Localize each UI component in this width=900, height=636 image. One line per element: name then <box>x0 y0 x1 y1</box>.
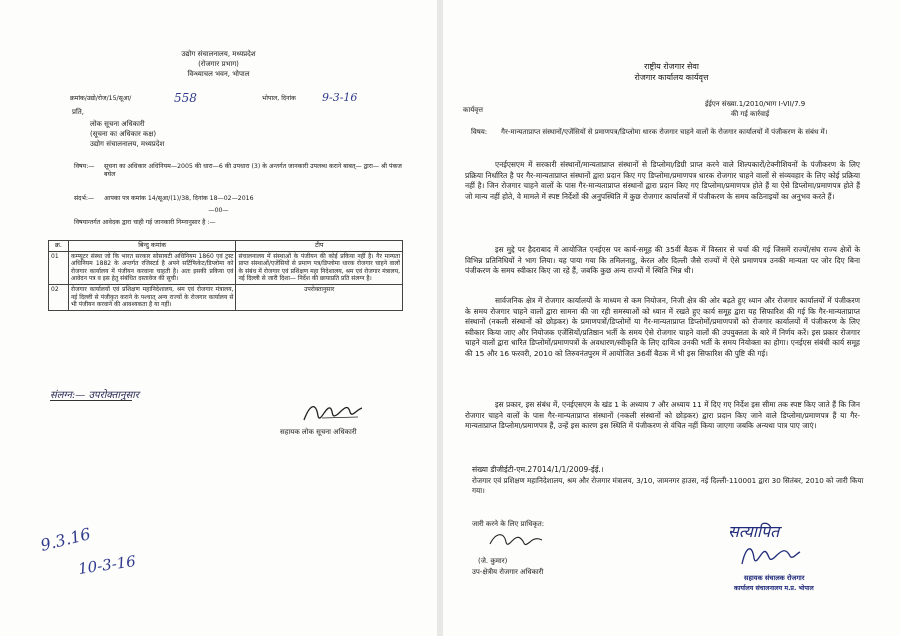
right-subject-label: विषय: <box>471 128 488 136</box>
minutes-paragraph-3: सार्वजनिक क्षेत्र में रोजगार कार्यालयों के माध्यम से कम नियोजन, निजी क्षेत्र की ओर बढ़ते हुए ध्यान और रोजगार कार्यालयों में पंजीकरण के समय रोजगार चाहने वालों द्वारा सामना की जा रही समस्याओं को ध्यान में रखते हुए कार्य समूह द्वारा यह सिफारिश की गई कि गैर-मान्यताप्राप्त संस्थानों (नकली संस्थानों को छोड़कर) के प्रमाणपत्रों/डिप्लोमों या गैर-मान्यताप्राप्त डिप्लोमों/प्रमाणपत्रों को रोजगार कार्यालयों में पंजीकरण के लिए स्वीकार किया जाए और नियोजक एजेंसियों/प्रतिष्ठान भर्ती के समय ऐसे रोजगार चाहने वालों की उपयुक्तता के बारे में निर्णय करें। इस प्रकार रोजगार चाहने वालों द्वारा धारित डिप्लोमों/प्रमाणपत्रों के अवधारण/स्वीकृति के लिए दायित्व उनकी भर्ती के समय नियोक्ता का होगा। एनईएस संबंधी कार्य समूह की 15 और 16 फरवरी, 2010 को तिरुवनंतपुरम में आयोजित 36वीं बैठक में भी इस सिफारिश की पुष्टि की गई। <box>465 296 860 358</box>
addressee-line1: लोक सूचना अधिकारी <box>90 120 145 128</box>
table-row <box>49 251 403 284</box>
left-header-line1: उद्योग संचालनालय, मध्यप्रदेश <box>181 50 256 58</box>
verified-handwritten: सत्यापित <box>728 522 780 541</box>
minutes-paragraph-4: इस प्रकार, इस संबंध में, एनईएसएम के खंड 1 के अध्याय 7 और अध्याय 11 में दिए गए निर्देश इस सीमा तक स्पष्ट किए जाते हैं कि जिन रोजगार चाहने वालों के पास गैर-मान्यताप्राप्त संस्थानों (नकली संस्थानों को छोड़कर) द्वारा प्रदान किए जाने वाले डिप्लोमा/प्रमाणपत्र हैं या गैर-मान्यताप्राप्त डिप्लोमा/प्रमाणपत्र हैं, उन्हें इस कारण इस स्थिति में पंजीकरण से वंचित नहीं किया जाएगा जबकि अन्यथा पात्र पाए जाएं। <box>465 400 860 431</box>
left-letter-page <box>0 0 437 636</box>
enclosure-underline <box>50 400 132 401</box>
right-header-line2: रोजगार कार्यालय कार्यवृत्त <box>634 73 709 82</box>
date-handwritten: 9-3-16 <box>322 91 358 104</box>
reference-label: संदर्भ:— <box>74 195 95 202</box>
minutes-label: कार्यवृत्त <box>463 106 483 114</box>
verification-signature-image <box>738 540 802 570</box>
left-header-line3: विन्ध्याचल भवन, भोपाल <box>187 70 250 78</box>
left-header-line2: (रोजगार प्रभाग) <box>198 60 239 68</box>
divider: —00— <box>208 207 229 214</box>
row-no: 01 <box>49 251 69 284</box>
handwritten-note-1: 9.3.16 <box>38 524 93 555</box>
ref-number-prefix: क्रमांक/उद्यो/रोज/15/सूआ/ <box>70 95 132 102</box>
right-ref-line1: ईईएन संख्या.1/2010/भाग I-VII/7.9 <box>705 100 806 108</box>
row-no: 02 <box>49 284 69 310</box>
signatory-title: सहायक लोक सूचना अधिकारी <box>280 428 357 436</box>
row-point: रोजगार कार्यालयों एवं प्रशिक्षण महानिदेशालय, श्रम एवं रोजगार मंत्रालय, नई दिल्ली से पंजीकृत कराने के पश्चात् अन्य राज्यों के रोजगार कार्यालय से भी पंजीयन करवाने की आवश्यकता है या नहीं। <box>68 284 236 310</box>
right-subject-text: गैर-मान्यताप्राप्त संस्थानों/एजेंसियों से प्रमाणपत्र/डिप्लोमा धारक रोजगार चाहने वालों के रोजगार कार्यालयों में पंजीकरण के संबंध में। <box>501 128 828 136</box>
enclosure-handwritten: संलग्न:— उपरोक्तानुसार <box>50 390 139 401</box>
row-note: संचालनालय में संस्थाओं के पंजीयन की कोई प्रकिया नहीं है। गैर मान्यता प्राप्त संस्थाओं/एजेंसियों से प्रमाण पत्र/डिप्लोमा धारक रोजगार चाहने वालों के संबंध में रोजगार एवं प्रशिक्षण महा निदेशालय, श्रम एवं रोजगार मंत्रालय, नई दिल्ली से जारी दिशा— निर्देश की छायाप्रति प्रति संलग्न है। <box>236 251 403 284</box>
info-table <box>48 240 403 311</box>
officer-title: उप-क्षेत्रीय रोजगार अधिकारी <box>472 568 544 576</box>
minutes-paragraph-1: एनईएसएम में सरकारी संस्थानों/मान्यताप्राप्त संस्थानों से डिप्लोमा/डिग्री प्राप्त करने वाले शिल्पकारों/टेक्नीशियनों के पंजीकरण के लिए प्रक्रिया निर्धारित है पर गैर-मान्यताप्राप्त संस्थानों द्वारा प्रदान किए गए डिप्लोमा/प्रमाणपत्र धारक रोजगार चाहने वालों से संव्यवहार के लिए कोई प्रक्रिया नहीं है। जिन रोजगार चाहने वालों के पास गैर-मान्यताप्राप्त संस्थानों द्वारा प्रदान किए गए डिप्लोमा/प्रमाणपत्र होते हैं या ऐसे डिप्लोमा/प्रमाणपत्र होते हैं जो मान्य नहीं होते, वे मामले में स्पष्ट निर्देशों की अनुपस्थिति में कुछ रोजगार कार्यालयों में पंजीकरण के समय कठिनाइयों का अनुभव करते हैं। <box>465 160 860 201</box>
handwritten-note-2: 10-3-16 <box>77 552 137 578</box>
stamp-line1: सहायक संचालक रोजगार <box>744 574 805 582</box>
ref-number-handwritten: 558 <box>174 91 197 105</box>
subject-label: विषय:— <box>74 163 95 170</box>
row-point: कम्प्यूटर संस्था जो कि भारत सरकार सोसायटी अधिनियम 1860 एवं ट्रस्ट अधिनियम 1882 के अन्तर्गत रजिस्टर्ड है अपने सर्टिफिकेट/डिप्लोमा को रोजगार कार्यालय में पंजीयन करवाना चाहती है। अतः इसकी प्रकिया एवं आवेदन पत्र व इस हेतु संबंधित दस्तावेज की सूची। <box>68 251 236 284</box>
addressee-line2: (सूचना का अधिकार कक्ष) <box>90 130 157 138</box>
col-header-no: क्र. <box>49 241 69 252</box>
issuer-line: रोजगार एवं प्रशिक्षण महानिदेशालय, श्रम और रोजगार मंत्रालय, 3/10, जामनगर हाउस, नई दिल्ली-110001 द्वारा 30 सितंबर, 2010 को जारी किया गया। <box>472 476 864 495</box>
reference-text: आपका पत्र कमांक 14/सूआ/(1)/38, दिनांक 18—02—2016 <box>104 195 254 202</box>
intro-text: विषयान्तर्गत आवेदक द्वारा चाही गई जानकारी निम्नानुसार है :— <box>74 219 216 226</box>
stamp-line2: कार्यालय संचालनालय म.प्र. भोपाल <box>734 585 814 592</box>
right-header-line1: राष्ट्रीय रोजगार सेवा <box>644 62 699 71</box>
table-header-row <box>49 241 403 252</box>
col-header-point: बिन्दु कमांक <box>68 241 236 252</box>
signature-image <box>300 398 370 426</box>
minutes-paragraph-2: इस मुद्दे पर हैदराबाद में आयोजित एनईएस पर कार्य-समूह की 35वीं बैठक में विस्तार से चर्चा की गई जिसमें राज्यों/संघ राज्य क्षेत्रों के विभिन्न प्रतिनिधियों ने भाग लिया। यह पाया गया कि तमिलनाडु, केरल और दिल्ली जैसे राज्यों में ऐसे प्रमाणपत्र उनकी मान्यता पर जोर दिए बिना पंजीकरण के समय स्वीकार किए जा रहे हैं, जबकि कुछ अन्य राज्यों में स्थिति भिन्न थी। <box>465 245 860 276</box>
file-number: संख्या डीजीईटी-एम.27014/1/1/2009-ईई.। <box>472 465 604 474</box>
subject-text: सूचना का अधिकार अधिनियम—2005 की धारा—6 की उपधारा (3) के अन्तर्गत जानकारी उपलब्ध कराने बाबत्— द्वारा— श्री पंकज बघेल <box>104 163 402 178</box>
col-header-note: टीप <box>236 241 403 252</box>
row-note: उपरोक्तानुसार <box>236 284 403 310</box>
to-label: प्रति, <box>72 108 85 116</box>
addressee-line3: उद्योग संचालनालय, मध्यप्रदेश <box>90 140 165 148</box>
place-date-prefix: भोपाल, दिनांक <box>262 95 296 102</box>
right-ref-line2: की गई कार्रवाई <box>731 110 770 118</box>
table-row <box>49 284 403 310</box>
officer-name: (जे. कुमार) <box>478 557 508 565</box>
issued-for-label: जारी करने के लिए प्राधिकृत: <box>472 520 545 528</box>
officer-signature-image <box>486 528 546 552</box>
